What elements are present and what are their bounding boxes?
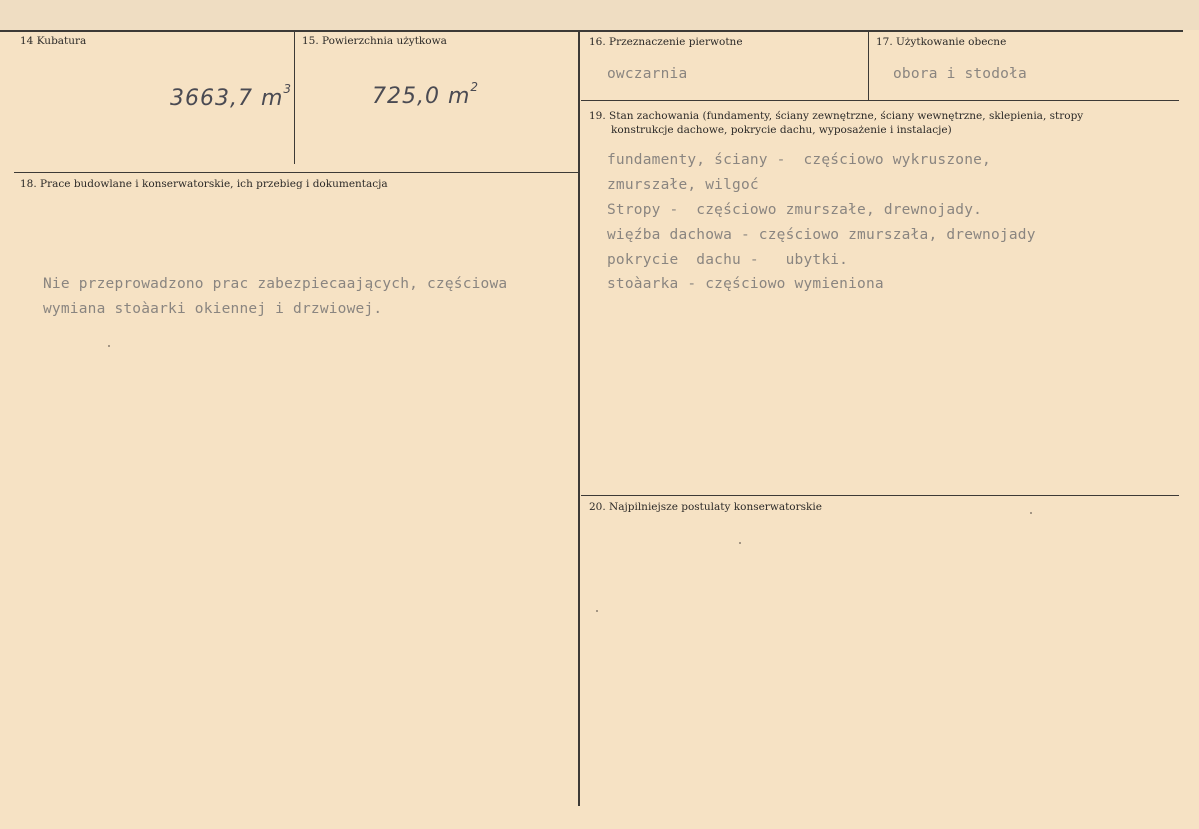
field-19-line-6: stoàarka - częściowo wymieniona [607, 276, 884, 292]
card-top-edge [0, 0, 1199, 30]
paper-speck [596, 610, 598, 612]
field-16-value: owczarnia [607, 66, 688, 82]
field-15-value [372, 80, 480, 109]
paper-speck [108, 345, 110, 347]
field-19-label-line-2: konstrukcje dachowe, pokrycie dachu, wyposażenie i instalacje) [611, 124, 952, 136]
field-15-unit-exponent: 2 [470, 80, 480, 94]
rule-left-section [14, 172, 579, 173]
rule-19-top [581, 100, 1179, 101]
field-19-line-2: zmurszałe, wilgoć [607, 177, 759, 193]
field-15-value-text: 725,0 m [372, 84, 471, 109]
field-14-label: 14 Kubatura [20, 35, 87, 47]
field-17-value: obora i stodoła [893, 66, 1027, 82]
field-15-label: 15. Powierzchnia użytkowa [302, 35, 447, 47]
field-20-label: 20. Najpilniejsze postulaty konserwatorskie [589, 501, 822, 513]
paper-speck [739, 542, 741, 544]
field-19-line-3: Stropy - częściowo zmurszałe, drewnojady. [607, 202, 983, 218]
field-18-line-2: wymiana stoàarki okiennej i drzwiowej. [43, 301, 383, 317]
field-18-line-1: Nie przeprowadzono prac zabezpiecaających, częściowa [43, 276, 508, 292]
field-19-line-4: więźba dachowa - częściowo zmurszała, drewnojady [607, 227, 1036, 243]
top-rule [0, 30, 1183, 32]
divider-16-17 [868, 30, 869, 100]
field-19-line-5: pokrycie dachu - ubytki. [607, 252, 849, 268]
field-16-label: 16. Przeznaczenie pierwotne [589, 36, 743, 48]
divider-main [578, 30, 580, 806]
paper-speck [1030, 512, 1032, 514]
field-14-value [170, 82, 293, 111]
rule-20-top [581, 495, 1179, 496]
field-19-label-line-1: 19. Stan zachowania (fundamenty, ściany zewnętrzne, ściany wewnętrzne, sklepienia, stropy [589, 110, 1084, 122]
field-14-value-text: 3663,7 m [170, 86, 284, 111]
divider-14-15 [294, 30, 295, 164]
field-14-unit-exponent: 3 [283, 82, 293, 96]
field-18-label: 18. Prace budowlane i konserwatorskie, ich przebieg i dokumentacja [20, 178, 388, 190]
field-19-line-1: fundamenty, ściany - częściowo wykruszone, [607, 152, 991, 168]
field-17-label: 17. Użytkowanie obecne [876, 36, 1007, 48]
